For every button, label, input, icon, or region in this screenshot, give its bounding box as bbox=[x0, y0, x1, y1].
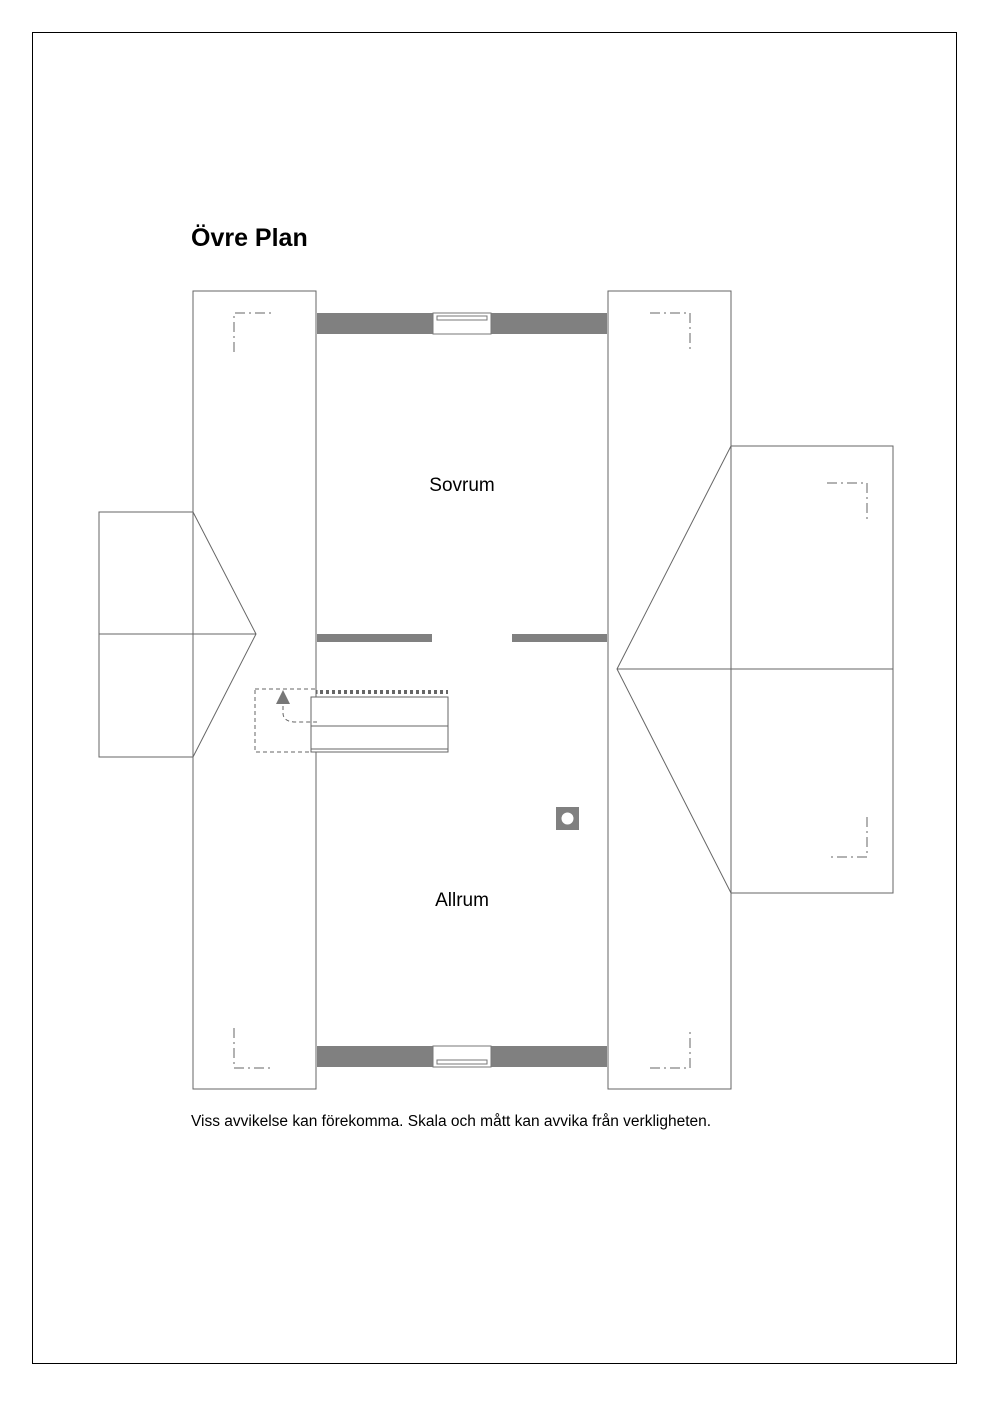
window-bottom bbox=[433, 1046, 491, 1067]
window-top bbox=[433, 313, 491, 334]
staircase bbox=[255, 689, 448, 752]
page-title: Övre Plan bbox=[191, 224, 308, 252]
right-roof-wing bbox=[608, 291, 731, 1089]
chimney bbox=[556, 807, 579, 830]
disclaimer-text: Viss avvikelse kan förekomma. Skala och mått kan avvika från verkligheten. bbox=[191, 1113, 712, 1130]
room-label-sovrum: Sovrum bbox=[429, 475, 495, 496]
room-label-allrum: Allrum bbox=[435, 890, 489, 911]
walls bbox=[317, 313, 607, 1067]
